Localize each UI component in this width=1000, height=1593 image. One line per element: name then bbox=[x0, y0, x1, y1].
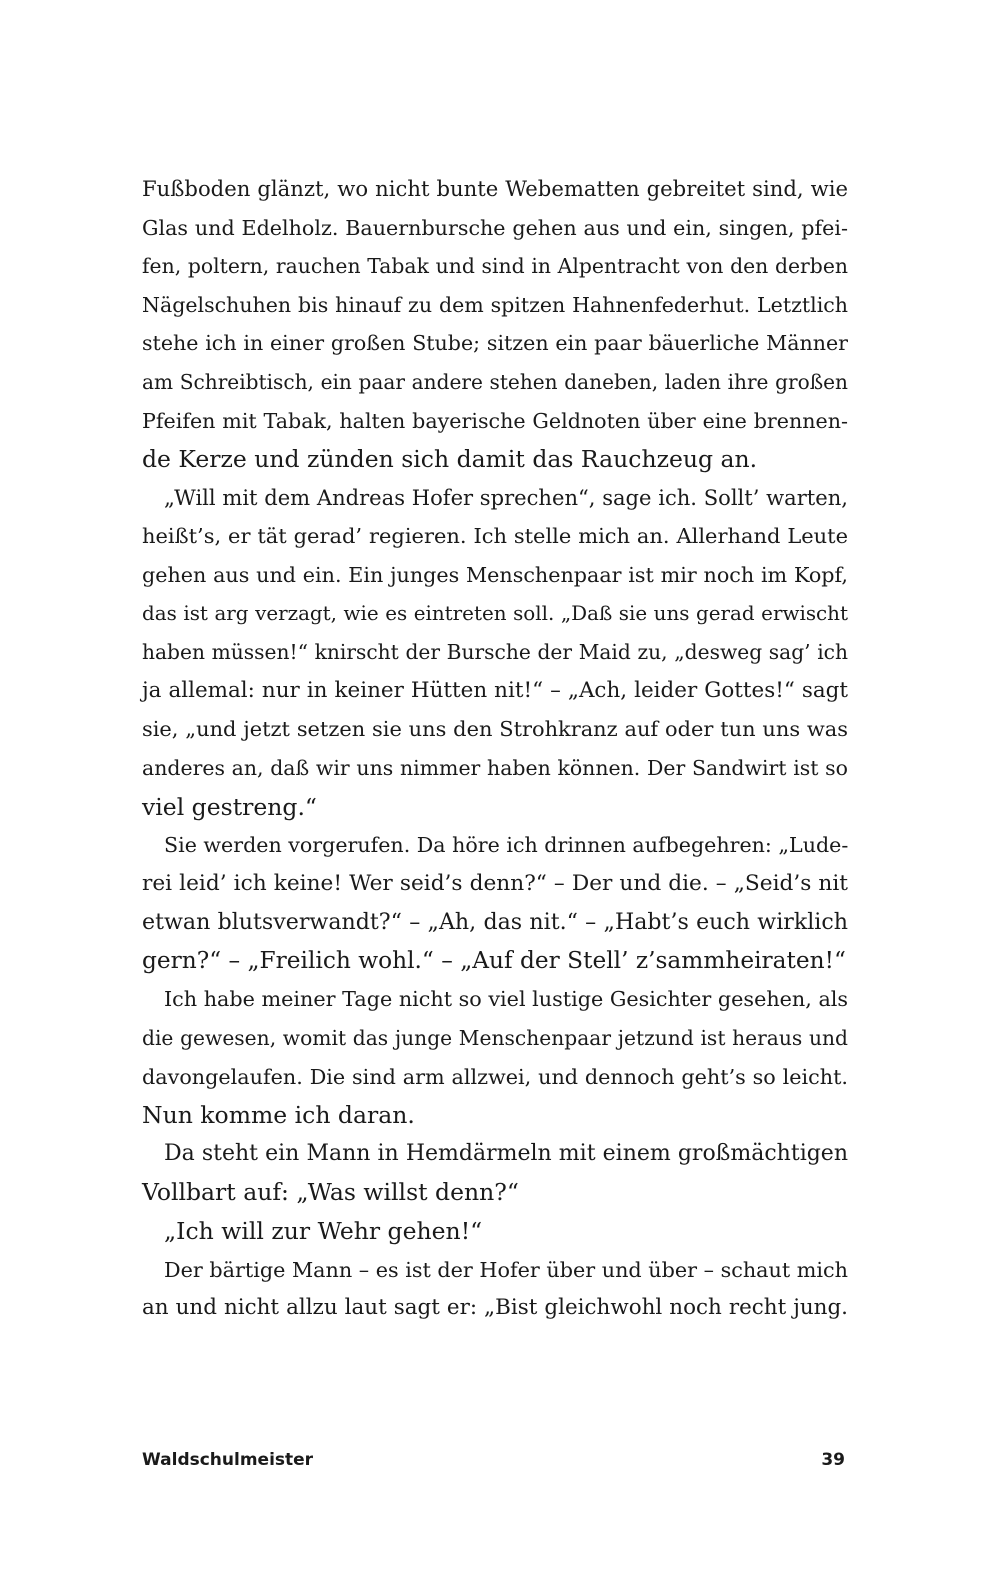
text-line: Pfeifen mit Tabak, halten bayerische Geldnoten über eine brennen- bbox=[142, 408, 848, 433]
body-text bbox=[142, 170, 848, 1328]
text-line: an und nicht allzu laut sagt er: „Bist gleichwohl noch recht jung. bbox=[142, 1295, 848, 1321]
text-line: Ich habe meiner Tage nicht so viel lustige Gesichter gesehen, als bbox=[164, 987, 849, 1012]
text-line: ja allemal: nur in keiner Hütten nit!“ – „Ach, leider Gottes!“ sagt bbox=[142, 677, 848, 703]
text-line: „Ich will zur Wehr gehen!“ bbox=[164, 1217, 483, 1246]
text-line: de Kerze und zünden sich damit das Rauchzeug an. bbox=[142, 445, 758, 474]
page-number: 39 bbox=[821, 1450, 845, 1470]
running-title: Waldschulmeister bbox=[142, 1450, 314, 1470]
text-line: Nägelschuhen bis hinauf zu dem spitzen Hahnenfederhut. Letztlich bbox=[142, 292, 848, 317]
text-line: Nun komme ich daran. bbox=[142, 1101, 415, 1130]
text-line: Der bärtige Mann – es ist der Hofer über und über – schaut mich bbox=[164, 1257, 848, 1282]
text-line: fen, poltern, rauchen Tabak und sind in Alpentracht von den derben bbox=[142, 254, 848, 279]
text-line: heißt’s, er tät gerad’ regieren. Ich stelle mich an. Allerhand Leute bbox=[142, 524, 848, 549]
text-line: etwan blutsverwandt?“ – „Ah, das nit.“ – „Habt’s euch wirklich bbox=[142, 909, 848, 936]
text-line: stehe ich in einer großen Stube; sitzen ein paar bäuerliche Männer bbox=[142, 331, 848, 356]
page-footer bbox=[142, 1450, 845, 1470]
text-line: anderes an, daß wir uns nimmer haben können. Der Sandwirt ist so bbox=[142, 755, 848, 780]
text-line: gern?“ – „Freilich wohl.“ – „Auf der Stell’ z’sammheiraten!“ bbox=[142, 946, 846, 974]
text-line: Fußboden glänzt, wo nicht bunte Webematten gebreitet sind, wie bbox=[142, 176, 848, 201]
text-line: Da steht ein Mann in Hemdärmeln mit einem großmächtigen bbox=[164, 1140, 848, 1166]
text-line: haben müssen!“ knirscht der Bursche der Maid zu, „desweg sag’ ich bbox=[142, 640, 848, 665]
text-line: Sie werden vorgerufen. Da höre ich drinnen aufbegehren: „Lude- bbox=[164, 833, 849, 858]
text-line: sie, „und jetzt setzen sie uns den Strohkranz auf oder tun uns was bbox=[142, 717, 848, 742]
text-line: „Will mit dem Andreas Hofer sprechen“, sage ich. Sollt’ warten, bbox=[164, 484, 848, 510]
text-line: davongelaufen. Die sind arm allzwei, und dennoch geht’s so leicht. bbox=[142, 1064, 848, 1089]
text-line: rei leid’ ich keine! Wer seid’s denn?“ – Der und die. – „Seid’s nit bbox=[142, 870, 848, 896]
text-line: viel gestreng.“ bbox=[142, 792, 317, 821]
text-line: die gewesen, womit das junge Menschenpaar jetzund ist heraus und bbox=[142, 1026, 848, 1051]
text-line: Vollbart auf: „Was willst denn?“ bbox=[142, 1178, 519, 1207]
text-line: das ist arg verzagt, wie es eintreten soll. „Daß sie uns gerad erwischt bbox=[142, 601, 848, 625]
text-line: am Schreibtisch, ein paar andere stehen daneben, laden ihre großen bbox=[142, 369, 848, 394]
text-line: gehen aus und ein. Ein junges Menschenpaar ist mir noch im Kopf, bbox=[142, 562, 848, 587]
text-line: Glas und Edelholz. Bauernbursche gehen aus und ein, singen, pfei- bbox=[142, 215, 848, 240]
